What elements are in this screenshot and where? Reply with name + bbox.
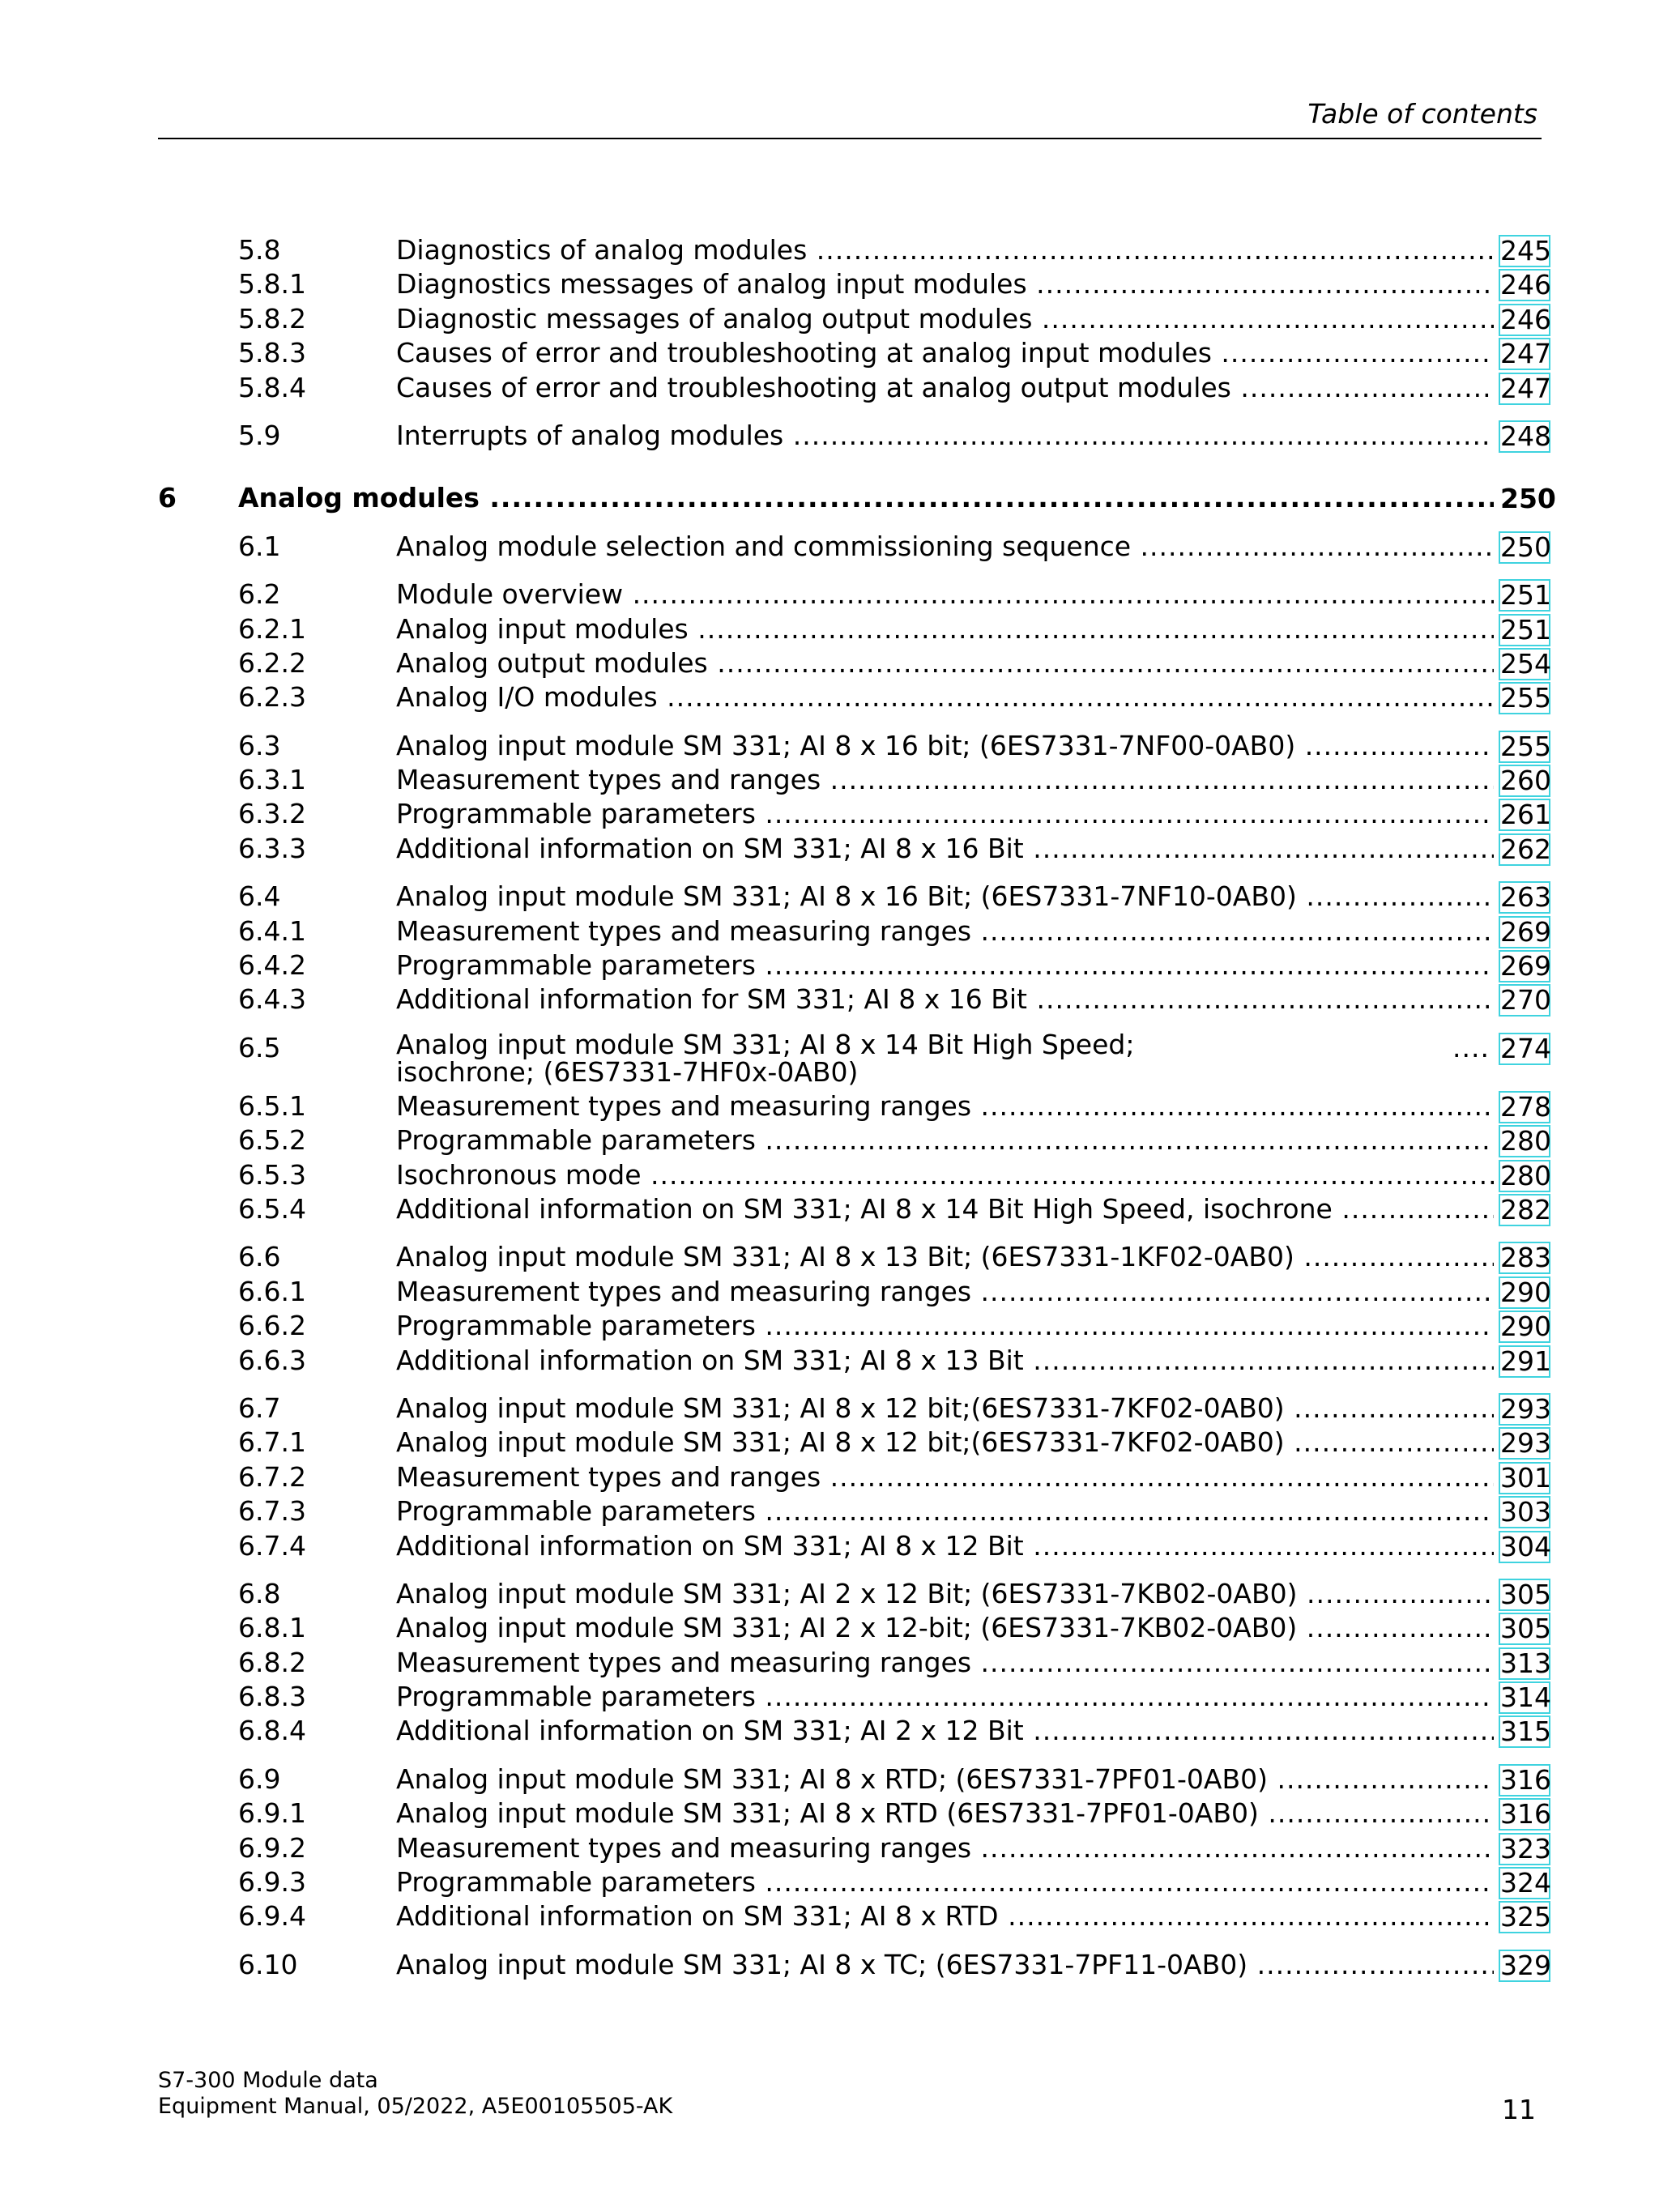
toc-entry[interactable] [0,1426,1659,1460]
toc-entry-page-link[interactable]: 282 [1500,1193,1551,1225]
toc-entry[interactable] [0,1831,1659,1865]
toc-entry-page-link[interactable]: 260 [1500,765,1551,797]
toc-entry-number: 6.9.2 [238,1831,306,1864]
toc-entry-page-link[interactable]: 314 [1500,1681,1551,1714]
toc-entry-page-link[interactable]: 246 [1500,269,1551,301]
toc-entry-title: Programmable parameters ..... [396,1865,1494,1899]
toc-entry[interactable] [0,982,1659,1016]
toc-entry-page-link[interactable]: 261 [1500,799,1551,831]
toc-entry[interactable] [0,1031,1659,1089]
toc-entry[interactable] [0,1762,1659,1796]
toc-entry-number: 5.8.1 [238,268,306,300]
toc-entry[interactable] [0,233,1659,267]
toc-entry-page-link[interactable]: 255 [1500,730,1551,762]
toc-entry[interactable] [0,1158,1659,1192]
toc-entry-number: 6.5.3 [238,1158,306,1191]
toc-entry-number: 6.4 [238,880,281,913]
toc-entry[interactable] [0,612,1659,646]
toc-entry-number: 5.8 [238,234,281,266]
toc-entry-number: 6.5.2 [238,1124,306,1157]
header-title: Table of contents [1307,98,1537,130]
toc-entry-number: 6.3.2 [238,798,306,830]
toc-entry-title: Programmable parameters ..... [396,1680,1494,1714]
toc-entry-title: Diagnostics messages of analog input modules ..... [396,267,1494,301]
toc-entry-number: 6.3 [238,729,281,761]
toc-entry[interactable] [0,948,1659,982]
toc-entry[interactable] [0,1123,1659,1157]
toc-entry[interactable] [0,763,1659,797]
toc-entry-title: Interrupts of analog modules ..... [396,419,1494,453]
toc-entry-title: Diagnostic messages of analog output modules ..... [396,302,1494,336]
footer-manual: Equipment Manual, 05/2022, A5E00105505-AK [158,2094,673,2119]
toc-entry-page-link[interactable]: 315 [1500,1715,1551,1748]
toc-entry-page-link[interactable]: 316 [1500,1798,1551,1831]
toc-entry[interactable] [0,530,1659,564]
toc-entry-number: 6.8 [238,1577,281,1609]
toc-entry-number: 6.2.3 [238,681,306,714]
toc-entry-page-link[interactable]: 329 [1500,1949,1551,1981]
toc-entry-title: Analog input module SM 331; AI 8 x 14 Bit High Speed; isochrone; (6ES7331-7HF0x-0AB0) [396,1030,1135,1086]
toc-entry[interactable] [0,1948,1659,1982]
toc-entry-number: 6.3.3 [238,832,306,864]
toc-entry-page-link[interactable]: 269 [1500,950,1551,982]
toc-entry-leader: .... [1452,1031,1490,1063]
toc-entry-title: Analog input module SM 331; AI 8 x TC; (6ES7331-7PF11-0AB0) ..... [396,1948,1494,1982]
toc-entry-title: Analog input module SM 331; AI 8 x 12 bit;(6ES7331-7KF02-0AB0) ..... [396,1426,1494,1460]
toc-entry-title: Analog input module SM 331; AI 8 x 16 Bit; (6ES7331-7NF10-0AB0) ..... [396,880,1494,914]
toc-entry[interactable] [0,336,1659,370]
toc-entry-number: 6.6.1 [238,1275,306,1307]
toc-entry-number: 5.9 [238,419,281,451]
toc-entry-title: Analog I/O modules ..... [396,680,1494,714]
toc-entry[interactable] [0,302,1659,336]
toc-entry-number: 6.10 [238,1948,298,1980]
toc-entry[interactable] [0,1460,1659,1494]
toc-entry-page-link[interactable]: 246 [1500,303,1551,335]
toc-entry[interactable] [0,1529,1659,1563]
toc-entry-number: 6.9.4 [238,1900,306,1933]
toc-entry-number: 6.7.3 [238,1495,306,1528]
toc-entry-page-link[interactable]: 293 [1500,1427,1551,1460]
table-of-contents [0,233,1659,1982]
toc-entry[interactable] [0,1392,1659,1426]
toc-entry[interactable] [0,880,1659,914]
header-rule [158,138,1542,139]
toc-entry-number: 6.4.2 [238,949,306,982]
toc-entry[interactable] [0,1494,1659,1528]
toc-entry-page-link[interactable]: 254 [1500,647,1551,680]
toc-entry-number: 5.8.4 [238,371,306,403]
toc-entry-number: 6.9.3 [238,1866,306,1899]
toc-entry[interactable] [0,646,1659,680]
toc-entry-number: 6.7.4 [238,1529,306,1562]
toc-entry-page-link[interactable]: 280 [1500,1125,1551,1157]
toc-entry-number: 6.8.1 [238,1612,306,1644]
toc-entry[interactable] [0,797,1659,831]
toc-entry-title: Analog module selection and commissioning sequence ..... [396,530,1494,564]
toc-entry-page-link[interactable]: 304 [1500,1530,1551,1562]
toc-entry-title: Measurement types and measuring ranges ..... [396,914,1494,948]
toc-entry[interactable] [0,371,1659,405]
toc-entry-title: Measurement types and measuring ranges ..... [396,1275,1494,1309]
toc-entry-number: 6.8.4 [238,1715,306,1747]
toc-entry-title: Analog input module SM 331; AI 2 x 12 Bit; (6ES7331-7KB02-0AB0) ..... [396,1577,1494,1611]
toc-entry-number: 6.5 [238,1031,281,1063]
toc-chapter-title: Analog modules ..... [238,481,1494,515]
toc-entry-title: Additional information for SM 331; AI 8 x 16 Bit ..... [396,982,1494,1016]
toc-entry[interactable] [0,267,1659,301]
toc-entry[interactable] [0,1275,1659,1309]
toc-entry-title: Additional information on SM 331; AI 2 x 12 Bit ..... [396,1714,1494,1748]
toc-entry-number: 5.8.2 [238,302,306,335]
footer-product: S7-300 Module data [158,2068,378,2093]
toc-entry-title: Programmable parameters ..... [396,797,1494,831]
toc-entry[interactable] [0,1796,1659,1831]
toc-entry-page-link[interactable]: 255 [1500,682,1551,714]
toc-entry-page-link[interactable]: 290 [1500,1311,1551,1343]
toc-entry-number: 6.4.3 [238,983,306,1016]
toc-chapter-entry[interactable] [0,481,1659,515]
toc-entry-title: Analog input modules ..... [396,612,1494,646]
toc-entry-page-link[interactable]: 303 [1500,1496,1551,1528]
toc-entry-title: Analog output modules ..... [396,646,1494,680]
toc-entry-title: Analog input module SM 331; AI 8 x RTD; (6ES7331-7PF01-0AB0) ..... [396,1762,1494,1796]
toc-entry-page-link[interactable]: 251 [1500,579,1551,612]
toc-entry-page-link[interactable]: 280 [1500,1159,1551,1191]
toc-entry-page-link[interactable]: 269 [1500,915,1551,948]
toc-entry-page-link[interactable]: 274 [1500,1032,1551,1064]
toc-entry-number: 6.3.1 [238,764,306,796]
toc-entry[interactable] [0,578,1659,612]
toc-entry-title: Isochronous mode ..... [396,1158,1494,1192]
toc-entry-number: 6.7.1 [238,1426,306,1459]
toc-entry-page-link[interactable]: 248 [1500,420,1551,452]
toc-entry-title: Causes of error and troubleshooting at analog input modules ..... [396,336,1494,370]
toc-entry[interactable] [0,914,1659,948]
toc-entry[interactable] [0,729,1659,763]
toc-entry[interactable] [0,1309,1659,1343]
footer-page-number: 11 [1502,2094,1536,2125]
toc-entry-title: Analog input module SM 331; AI 8 x 16 bit; (6ES7331-7NF00-0AB0) ..... [396,729,1494,763]
toc-entry[interactable] [0,1714,1659,1748]
toc-entry-title: Programmable parameters ..... [396,1309,1494,1343]
toc-entry-number: 5.8.3 [238,337,306,369]
toc-entry-title: Measurement types and measuring ranges ..... [396,1646,1494,1680]
toc-entry-title: Programmable parameters ..... [396,1123,1494,1157]
toc-entry-number: 6.8.2 [238,1646,306,1678]
toc-entry-title: Programmable parameters ..... [396,1494,1494,1528]
toc-entry[interactable] [0,680,1659,714]
toc-entry-number: 6.4.1 [238,914,306,947]
toc-entry-page-link[interactable]: 324 [1500,1867,1551,1899]
toc-entry-page-link[interactable]: 270 [1500,984,1551,1016]
toc-entry-title: Measurement types and ranges ..... [396,763,1494,797]
toc-entry-title: Module overview ..... [396,578,1494,612]
toc-entry[interactable] [0,1344,1659,1378]
toc-entry[interactable] [0,1865,1659,1899]
toc-entry-title: Measurement types and ranges ..... [396,1460,1494,1494]
toc-entry-page-link[interactable]: 291 [1500,1345,1551,1377]
toc-entry-page-link[interactable]: 305 [1500,1613,1551,1645]
toc-entry[interactable] [0,1680,1659,1714]
toc-entry-number: 6.8.3 [238,1681,306,1713]
toc-entry[interactable] [0,1646,1659,1680]
toc-entry-title: Measurement types and measuring ranges ..... [396,1831,1494,1865]
toc-entry-number: 6.6.2 [238,1310,306,1342]
toc-entry-title: Additional information on SM 331; AI 8 x 16 Bit ..... [396,832,1494,866]
toc-entry-number: 6.6.3 [238,1344,306,1376]
toc-entry-page-link[interactable]: 263 [1500,881,1551,914]
toc-entry-page-link[interactable]: 278 [1500,1090,1551,1123]
toc-entry-page-link[interactable]: 301 [1500,1461,1551,1494]
toc-entry-number: 6.9.1 [238,1797,306,1830]
toc-entry[interactable] [0,832,1659,866]
toc-entry-page-link[interactable]: 325 [1500,1901,1551,1933]
toc-entry[interactable] [0,1577,1659,1611]
toc-entry-title: Measurement types and measuring ranges ..... [396,1089,1494,1123]
toc-entry-number: 6.5.4 [238,1192,306,1225]
toc-entry-page-link[interactable]: 250 [1500,531,1551,563]
toc-entry-title: Additional information on SM 331; AI 8 x 14 Bit High Speed, isochrone ..... [396,1192,1494,1226]
toc-entry-page-link[interactable]: 251 [1500,613,1551,646]
toc-entry-number: 6.7.2 [238,1460,306,1493]
toc-entry-title: Additional information on SM 331; AI 8 x 13 Bit ..... [396,1344,1494,1378]
toc-entry[interactable] [0,1240,1659,1274]
toc-entry-title: Additional information on SM 331; AI 8 x RTD ..... [396,1899,1494,1933]
toc-entry-page-link[interactable]: 245 [1500,235,1551,266]
toc-entry[interactable] [0,419,1659,453]
toc-entry-title: Diagnostics of analog modules ..... [396,233,1494,267]
toc-entry-page-link[interactable]: 283 [1500,1242,1551,1274]
toc-chapter-page[interactable]: 250 [1500,483,1556,515]
toc-entry[interactable] [0,1899,1659,1933]
toc-entry-page-link[interactable]: 293 [1500,1392,1551,1425]
toc-entry-title: Analog input module SM 331; AI 8 x 13 Bit; (6ES7331-1KF02-0AB0) ..... [396,1240,1494,1274]
toc-entry[interactable] [0,1192,1659,1226]
toc-entry-title: Additional information on SM 331; AI 8 x 12 Bit ..... [396,1529,1494,1563]
toc-entry-number: 6.2.1 [238,612,306,645]
toc-entry-page-link[interactable]: 290 [1500,1276,1551,1308]
toc-entry-number: 6.2.2 [238,646,306,679]
toc-entry-page-link[interactable]: 313 [1500,1647,1551,1679]
toc-entry-page-link[interactable]: 323 [1500,1832,1551,1865]
toc-entry-number: 6.5.1 [238,1089,306,1122]
toc-entry-title: Programmable parameters ..... [396,948,1494,982]
toc-entry-title: Analog input module SM 331; AI 8 x RTD (6ES7331-7PF01-0AB0) ..... [396,1796,1494,1831]
toc-entry-page-link[interactable]: 316 [1500,1763,1551,1796]
toc-entry-title: Analog input module SM 331; AI 8 x 12 bit;(6ES7331-7KF02-0AB0) ..... [396,1392,1494,1426]
toc-entry-page-link[interactable]: 262 [1500,833,1551,865]
toc-entry-page-link[interactable]: 305 [1500,1578,1551,1610]
toc-entry-title: Analog input module SM 331; AI 2 x 12-bit; (6ES7331-7KB02-0AB0) ..... [396,1611,1494,1645]
toc-entry-number: 6.9 [238,1762,281,1795]
toc-entry-number: 6.6 [238,1241,281,1273]
toc-entry-page-link[interactable]: 247 [1500,372,1551,404]
toc-entry[interactable] [0,1089,1659,1123]
toc-entry-number: 6.2 [238,578,281,611]
toc-entry-page-link[interactable]: 247 [1500,338,1551,370]
toc-entry-title: Causes of error and troubleshooting at analog output modules ..... [396,371,1494,405]
toc-entry-number: 6.7 [238,1392,281,1424]
toc-entry[interactable] [0,1611,1659,1645]
toc-entry-number: 6.1 [238,530,281,562]
toc-chapter-number: 6 [158,482,177,514]
